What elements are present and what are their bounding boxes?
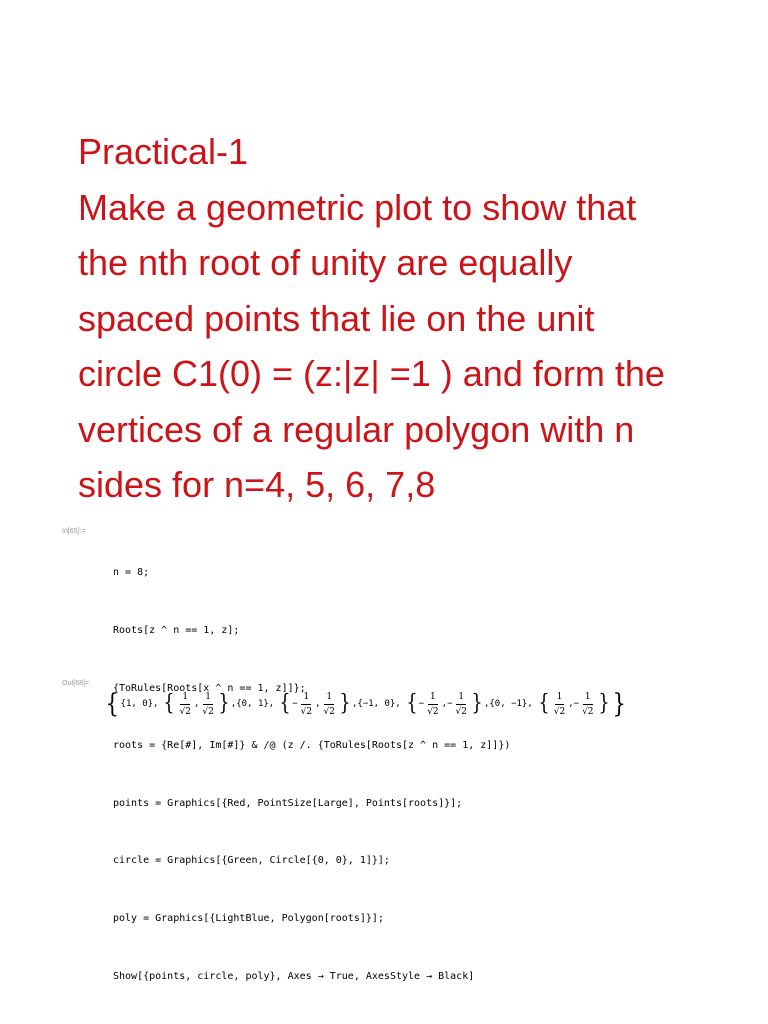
heading-line-4: circle C1(0) = (z:|z| =1 ) and form the — [78, 353, 665, 394]
code-line: poly = Graphics[{LightBlue, Polygon[roots]}]; — [113, 913, 384, 925]
fraction: $\frac{1}{√2}$ — [553, 691, 566, 717]
open-brace: { — [406, 691, 418, 716]
input-cell-label: In[65]:= — [62, 528, 86, 535]
practical-heading — [78, 124, 758, 513]
heading-line-2: the nth root of unity are equally — [78, 242, 573, 283]
code-line: {ToRules[Roots[x ^ n == 1, z]]}; — [113, 682, 306, 694]
close-brace: } — [339, 691, 351, 716]
fraction: $\frac{1}{√2}$ — [455, 691, 467, 717]
input-cell-code — [113, 525, 510, 1005]
fraction: $\frac{1}{√2}$ — [427, 691, 439, 717]
fraction: $\frac{1}{√2}$ — [179, 691, 191, 717]
fraction: $\frac{1}{√2}$ — [582, 691, 594, 717]
code-line: roots = {Re[#], Im[#]} & /@ (z /. {ToRules[Roots[z ^ n == 1, z]]}) — [113, 740, 511, 752]
close-brace: } — [471, 691, 483, 716]
close-brace: } — [597, 691, 610, 716]
fraction: $\frac{1}{√2}$ — [202, 691, 214, 717]
output-cell-label: Out[68]= — [62, 680, 90, 687]
root-point: {0, 1}, — [236, 699, 275, 709]
heading-line-5: vertices of a regular polygon with n — [78, 408, 635, 450]
output-cell-result: { {1, 0}, { $\frac{1}{√2}$ , $\frac{1}{√2}$ } , {0, 1}, { − $\frac{1}{√2}$ , $\frac{1}{√2}$ } , {−1, 0}, { − $\frac{1}{√2}$ , − $\frac{1}{√2}$ } , {0, −1}, { $\frac{1}{√2}$ , − $\frac{1}{√2}$ } } — [105, 689, 626, 719]
open-brace: { — [538, 691, 550, 716]
outer-open-brace: { — [105, 689, 119, 719]
code-line: points = Graphics[{Red, PointSize[Large], Points[roots]}]; — [113, 797, 463, 809]
outer-close-brace: } — [612, 689, 626, 719]
code-line: Roots[z ^ n == 1, z]; — [113, 625, 240, 637]
open-brace: { — [163, 691, 176, 716]
heading-line-1: Make a geometric plot to show that — [78, 186, 637, 228]
fraction: $\frac{1}{√2}$ — [300, 691, 313, 717]
heading-line-3: spaced points that lie on the unit — [78, 297, 595, 339]
root-point: {0, −1}, — [489, 699, 533, 709]
code-line: Show[{points, circle, poly}, Axes → True, AxesStyle → Black] — [113, 970, 475, 982]
practical-title: Practical-1 — [78, 131, 249, 172]
root-point: {−1, 0}, — [357, 699, 401, 709]
close-brace: } — [218, 691, 230, 716]
fraction: $\frac{1}{√2}$ — [323, 691, 335, 717]
code-line: n = 8; — [113, 567, 150, 579]
open-brace: { — [279, 691, 291, 716]
code-line: circle = Graphics[{Green, Circle[{0, 0}, 1]}]; — [113, 855, 390, 867]
heading-line-6: sides for n=4, 5, 6, 7,8 — [78, 464, 436, 505]
root-point: {1, 0}, — [120, 699, 159, 709]
